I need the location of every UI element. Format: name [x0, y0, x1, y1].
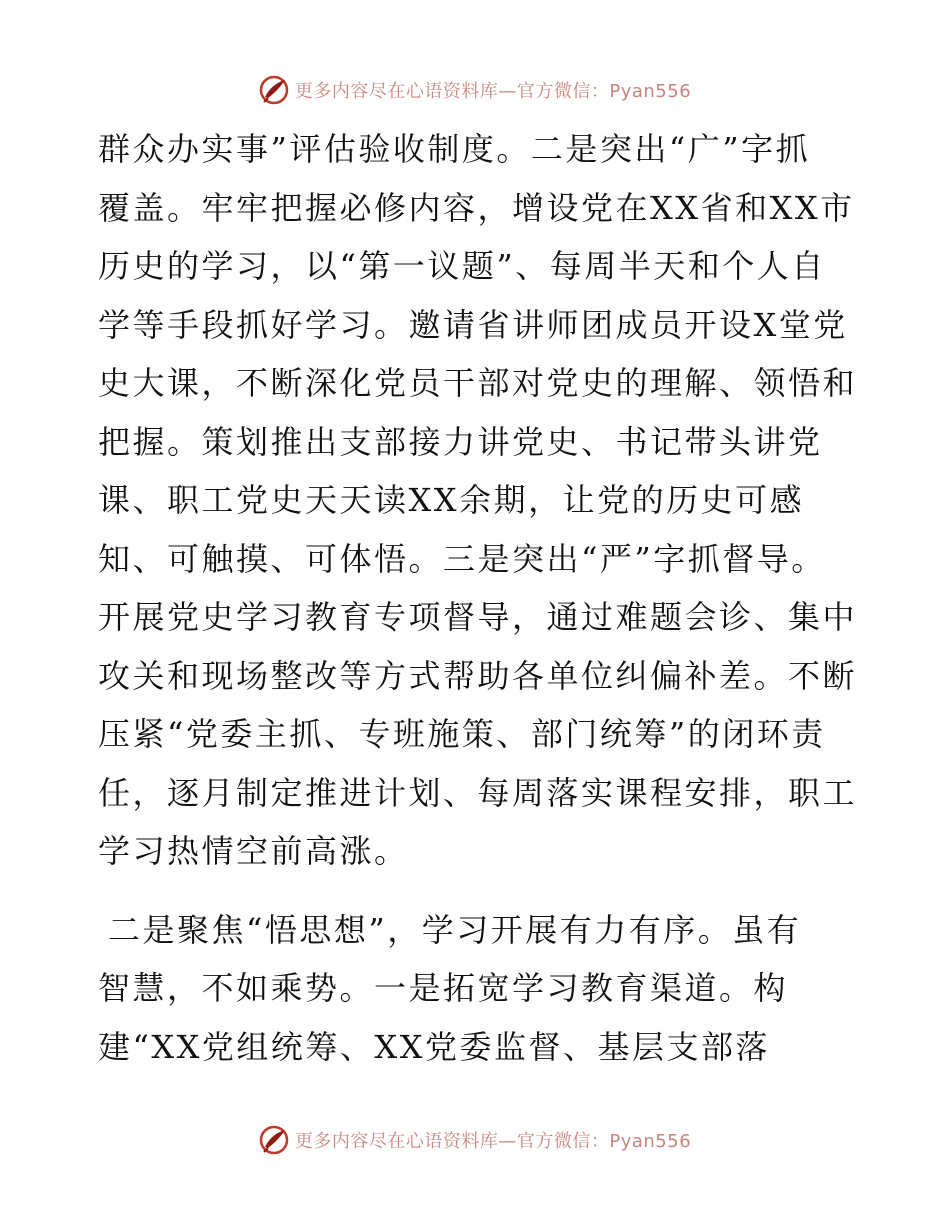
quill-logo-icon	[259, 75, 289, 105]
text-line: 群众办实事”评估验收制度。二是突出“广”字抓	[98, 130, 811, 168]
text-line: 开展党史学习教育专项督导，通过难题会诊、集中	[98, 598, 858, 636]
paragraph-1	[98, 120, 858, 881]
text-line: 任，逐月制定推进计划、每周落实课程安排，职工	[98, 773, 858, 812]
text-line: 历史的学习，以“第一议题”、每周半天和个人自	[98, 247, 826, 285]
text-line: 史大课，不断深化党员干部对党史的理解、领悟和	[98, 364, 858, 402]
text-line: 覆盖。牢牢把握必修内容，增设党在XX省和XX市	[98, 188, 855, 227]
text-line: 压紧“党委主抓、专班施策、部门统筹”的闭环责	[98, 715, 826, 753]
text-line: 二是聚焦“悟思想”，学习开展有力有序。虽有	[108, 910, 802, 949]
header-watermark	[0, 70, 950, 110]
text-line: 攻关和现场整改等方式帮助各单位纠偏补差。不断	[98, 656, 858, 695]
footer-watermark	[0, 1120, 950, 1160]
text-line: 知、可触摸、可体悟。三是突出“严”字抓督导。	[98, 539, 826, 578]
text-line: 课、职工党史天天读XX余期，让党的历史可感	[98, 481, 805, 519]
header-watermark-text: 更多内容尽在心语资料库—官方微信：Pyan556	[294, 81, 692, 102]
text-line: 建“XX党组统筹、XX党委监督、基层支部落	[98, 1027, 770, 1066]
text-line: 智慧，不如乘势。一是拓宽学习教育渠道。构	[98, 969, 789, 1007]
paragraph-gap	[98, 881, 858, 901]
footer-watermark-text: 更多内容尽在心语资料库—官方微信：Pyan556	[294, 1131, 692, 1152]
text-line: 学等手段抓好学习。邀请省讲师团成员开设X堂党	[98, 305, 848, 344]
text-line: 学习热情空前高涨。	[98, 832, 409, 870]
document-body	[98, 120, 858, 1076]
quill-logo-icon	[259, 1125, 289, 1155]
paragraph-2	[98, 901, 858, 1077]
text-line: 把握。策划推出支部接力讲党史、书记带头讲党	[98, 422, 823, 461]
